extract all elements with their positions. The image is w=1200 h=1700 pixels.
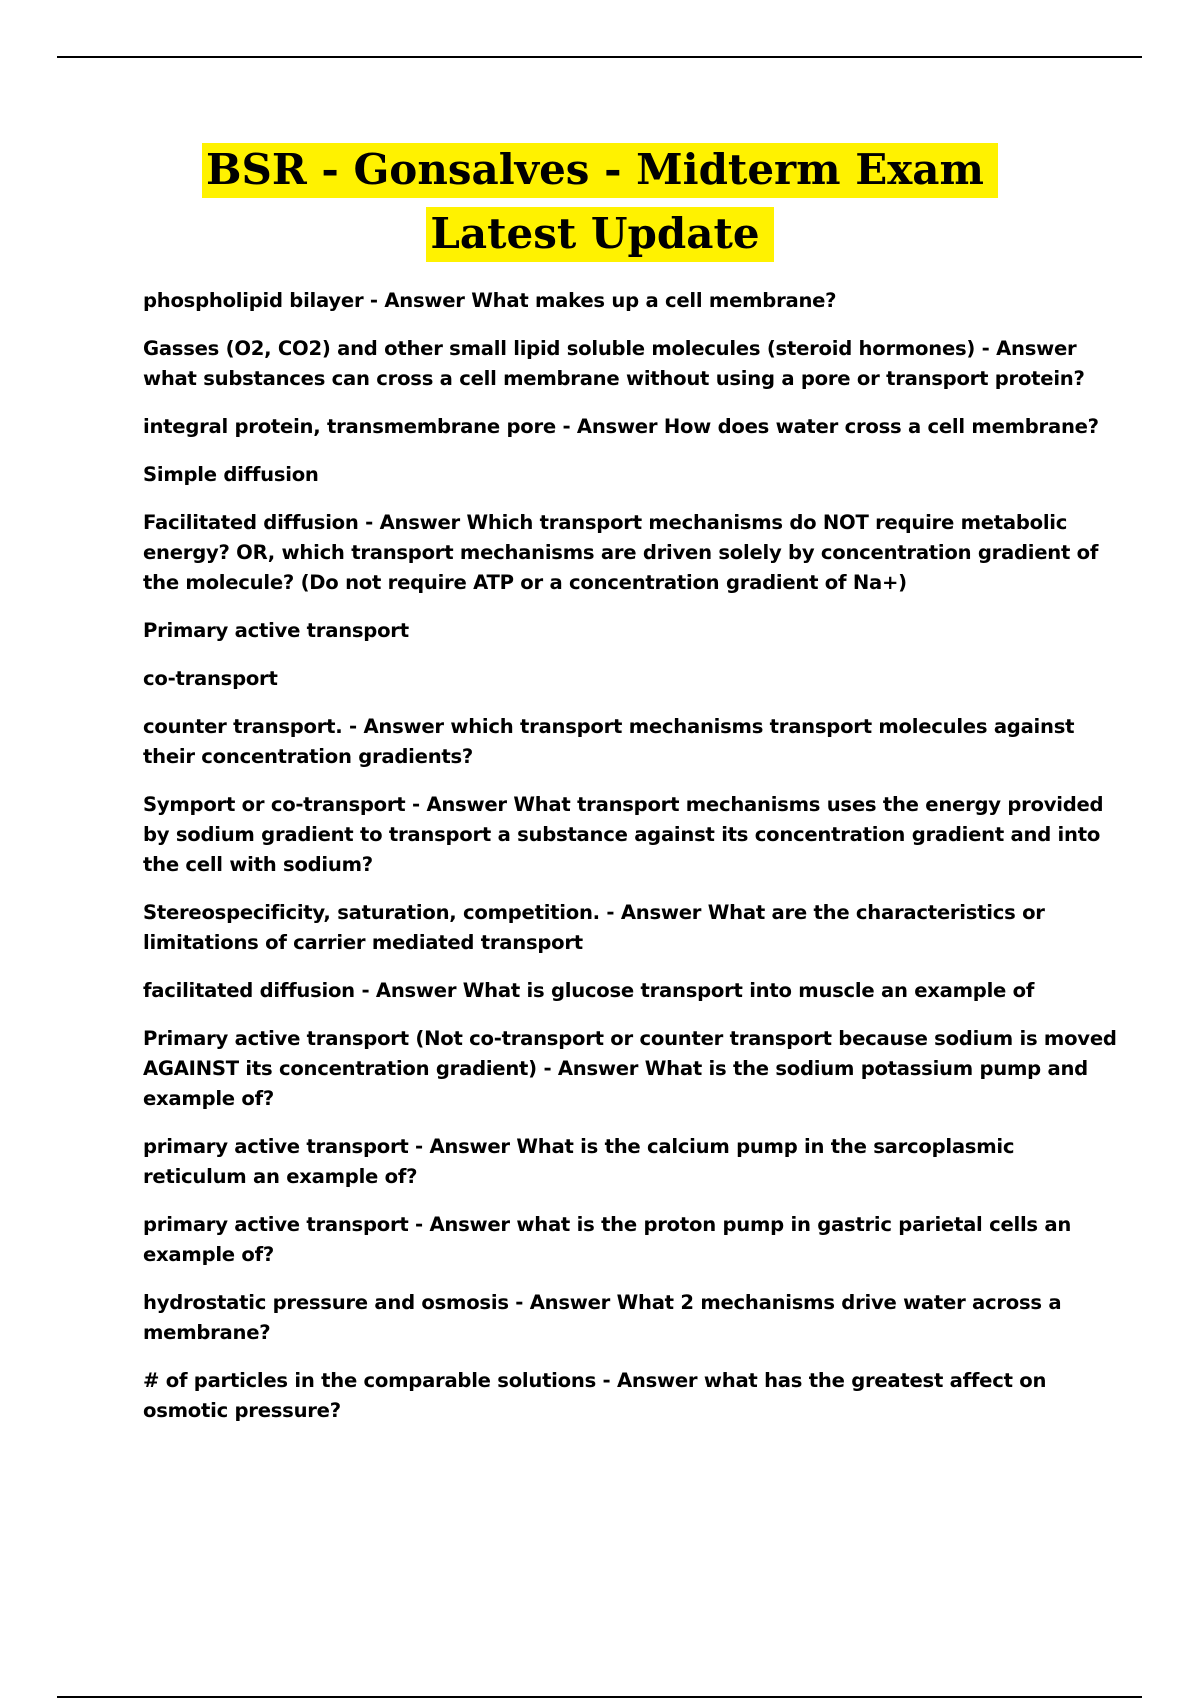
document-title (0, 138, 1200, 266)
qa-item: Symport or co-transport - Answer What transport mechanisms uses the energy provided by sodium gradient to transport a substance against its concentration gradient and into the cell with sodium? (143, 793, 1104, 876)
qa-item: primary active transport - Answer what is the proton pump in gastric parietal cells an example of? (143, 1213, 1072, 1266)
qa-item: Primary active transport (Not co-transport or counter transport because sodium is moved AGAINST its concentration gradient) - Answer What is the sodium potassium pump and example of? (143, 1027, 1117, 1110)
qa-item: primary active transport - Answer What is the calcium pump in the sarcoplasmic reticulum an example of? (143, 1135, 1015, 1188)
title-line-1: BSR - Gonsalves - Midterm Exam (202, 143, 998, 198)
qa-item: Simple diffusion (143, 463, 319, 486)
qa-item: Facilitated diffusion - Answer Which transport mechanisms do NOT require metabolic energy? OR, which transport mechanisms are driven solely by concentration gradient of the molecule? (Do not require ATP or a concentration gradient of Na+) (143, 511, 1099, 594)
qa-item: co-transport (143, 667, 278, 690)
qa-item: counter transport. - Answer which transport mechanisms transport molecules against their concentration gradients? (143, 715, 1075, 768)
qa-list (143, 286, 1118, 1444)
qa-item: Stereospecificity, saturation, competition. - Answer What are the characteristics or limitations of carrier mediated transport (143, 901, 1045, 954)
qa-item: hydrostatic pressure and osmosis - Answer What 2 mechanisms drive water across a membrane? (143, 1291, 1062, 1344)
title-line-2: Latest Update (426, 207, 773, 262)
qa-item: integral protein, transmembrane pore - Answer How does water cross a cell membrane? (143, 415, 1099, 438)
qa-item: facilitated diffusion - Answer What is glucose transport into muscle an example of (143, 979, 1035, 1002)
qa-item: Gasses (O2, CO2) and other small lipid soluble molecules (steroid hormones) - Answer what substances can cross a cell membrane without using a pore or transport protein? (143, 337, 1085, 390)
top-rule (57, 56, 1142, 58)
qa-item: Primary active transport (143, 619, 409, 642)
bottom-rule (57, 1696, 1142, 1698)
qa-item: # of particles in the comparable solutions - Answer what has the greatest affect on osmotic pressure? (143, 1369, 1047, 1422)
qa-item: phospholipid bilayer - Answer What makes up a cell membrane? (143, 289, 837, 312)
